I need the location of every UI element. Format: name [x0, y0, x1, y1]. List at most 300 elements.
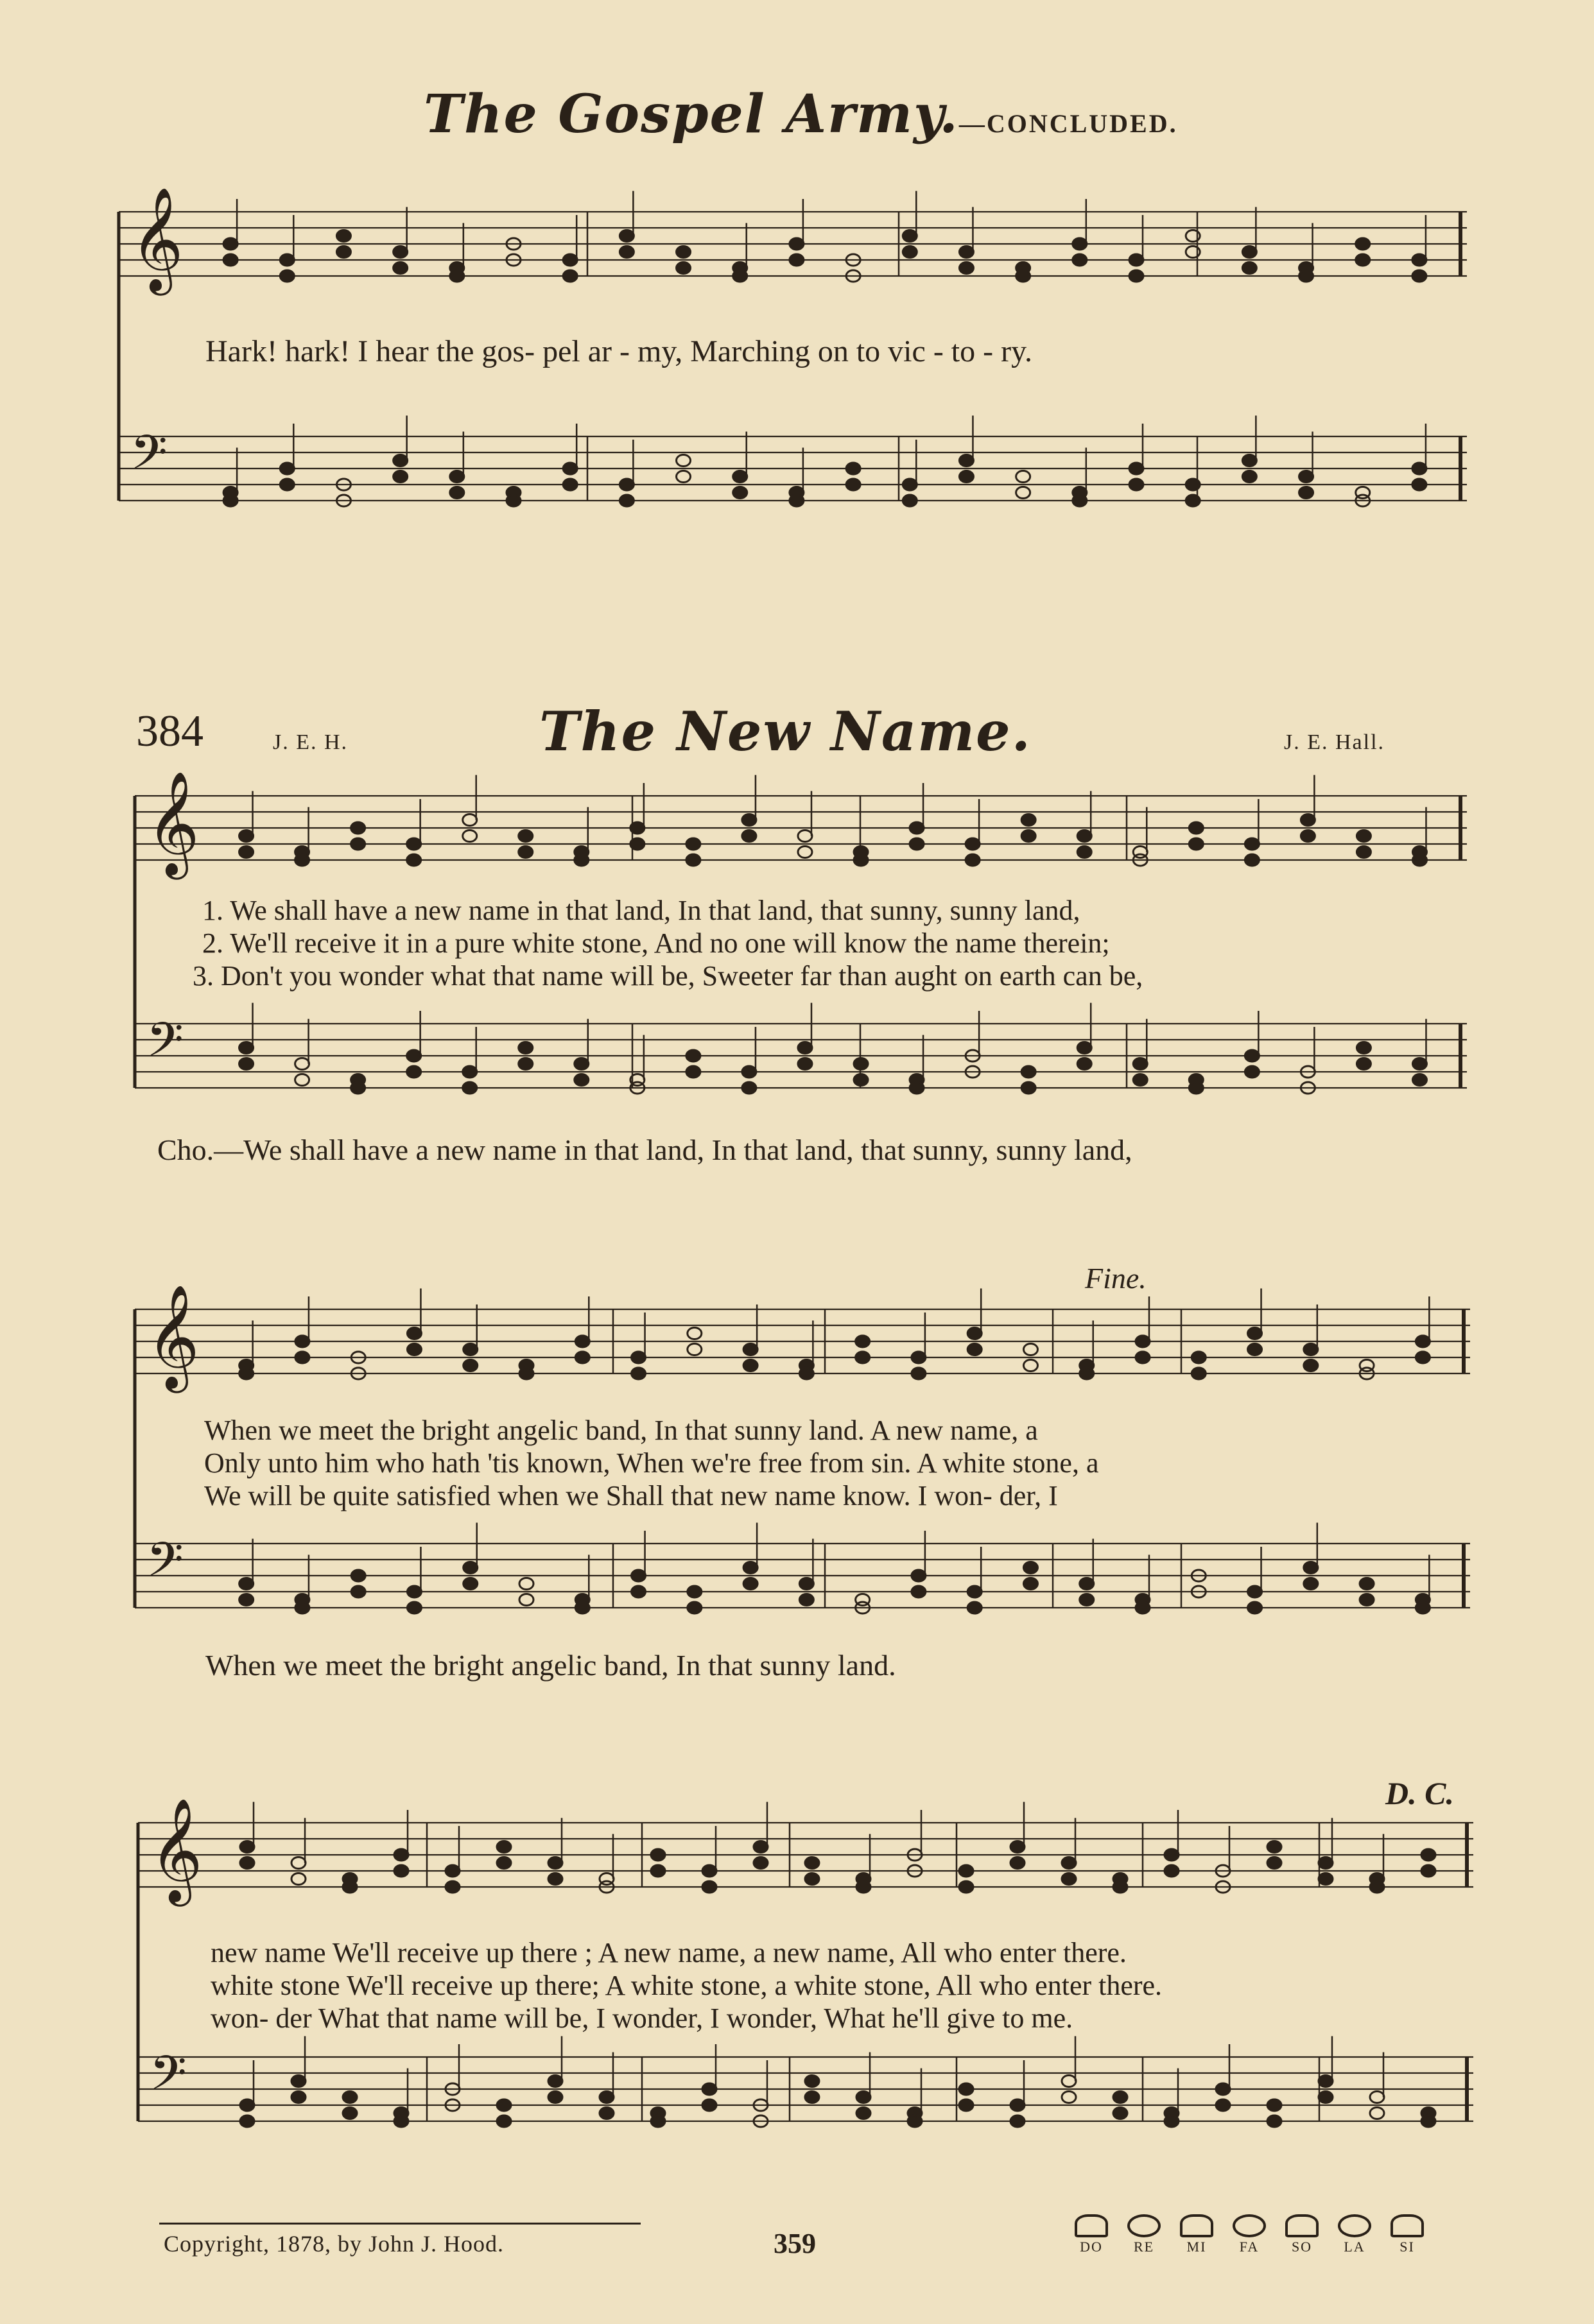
note-head [295, 854, 309, 866]
system3-bass-clef: 𝄢 [150, 2045, 187, 2113]
note-head [1016, 471, 1030, 483]
note-head [702, 2083, 716, 2095]
note-head [805, 1873, 819, 1885]
note-head [743, 1562, 758, 1574]
note-head [743, 1344, 758, 1356]
note-head [291, 1857, 306, 1869]
running-title-text: The Gospel Army. [424, 83, 959, 145]
note-head [1016, 270, 1030, 282]
note-head [1304, 1344, 1318, 1356]
note-head [507, 495, 521, 506]
note-head [239, 831, 254, 842]
note-head [1010, 2099, 1025, 2111]
note-head [295, 1058, 309, 1070]
note-head [686, 854, 700, 866]
note-head [1319, 1857, 1333, 1869]
hymn-composer: J. E. Hall. [1284, 730, 1385, 754]
note-head [1136, 1602, 1150, 1614]
note-head [407, 838, 421, 850]
note-head [677, 471, 691, 483]
note-head [619, 479, 634, 490]
note-head [1245, 854, 1259, 866]
note-head [1165, 1865, 1179, 1877]
solfege-key-item [1224, 2214, 1275, 2255]
system1-verse-3: 3. Don't you wonder what that name will be, Sweeter far than aught on earth can be, [193, 960, 1143, 992]
note-head [1062, 1873, 1076, 1885]
note-head [1267, 1857, 1281, 1869]
hymn-author: J. E. H. [273, 730, 349, 754]
solfege-key-item [1066, 2214, 1117, 2255]
note-head [280, 254, 294, 266]
note-head [1370, 1881, 1384, 1893]
system3-verse-3: won- der What that name will be, I wonder, I wonder, What he'll give to me. [211, 2002, 1073, 2034]
system3-treble-clef: 𝄞 [150, 1798, 203, 1902]
note-head [351, 1082, 365, 1094]
note-head [1165, 2115, 1179, 2127]
note-head [677, 246, 691, 258]
note-head [632, 1368, 646, 1379]
note-head [1129, 479, 1143, 490]
note-head [912, 1586, 926, 1597]
note-head [1301, 831, 1315, 842]
note-head [742, 831, 756, 842]
note-head [1021, 831, 1035, 842]
note-head [280, 270, 294, 282]
note-head [519, 831, 533, 842]
note-head [223, 495, 238, 506]
note-head [351, 1586, 365, 1597]
note-head [1165, 1849, 1179, 1861]
note-head [1062, 1857, 1076, 1869]
system1-treble-clef: 𝄞 [146, 771, 200, 875]
note-head [463, 1360, 478, 1372]
note-head [1077, 847, 1091, 858]
note-head [239, 1368, 254, 1379]
note-head [959, 2099, 973, 2111]
note-head [798, 1058, 812, 1070]
note-head [1360, 1594, 1374, 1606]
note-head [1370, 2092, 1384, 2103]
note-head [1010, 1857, 1025, 1869]
system2-verse-1: When we meet the bright angelic band, In that sunny land. A new name, a [204, 1415, 1038, 1446]
system2-verse-2: Only unto him who hath 'tis known, When we're free from sin. A white stone, a [204, 1447, 1099, 1479]
note-head [632, 1570, 646, 1581]
note-head [239, 1058, 254, 1070]
note-head [846, 479, 860, 490]
note-head [966, 838, 980, 850]
note-head [407, 1586, 421, 1597]
note-head [630, 838, 645, 850]
note-head [959, 1881, 973, 1893]
fine-mark: Fine. [1085, 1262, 1147, 1295]
gospel-army-bass-clef: 𝄢 [130, 425, 168, 492]
note-head [240, 1841, 254, 1853]
note-head [702, 1865, 716, 1877]
note-head [1133, 1058, 1147, 1070]
note-head [1304, 1578, 1318, 1590]
note-head [1113, 1881, 1127, 1893]
note-head [903, 230, 917, 242]
note-head [1248, 1586, 1262, 1597]
note-head [1242, 455, 1256, 467]
note-head [463, 1066, 477, 1078]
note-head [519, 1594, 533, 1606]
note-head [600, 2108, 614, 2119]
note-head [351, 1570, 365, 1581]
note-head [1189, 822, 1203, 834]
note-head [240, 2099, 254, 2111]
note-head [651, 2115, 665, 2127]
note-head [1421, 2115, 1435, 2127]
note-head [702, 1881, 716, 1893]
note-head [575, 1602, 589, 1614]
gospel-army-lyric: Hark! hark! I hear the gos- pel ar - my, Marching on to vic - to - ry. [205, 334, 1032, 368]
note-head [291, 2076, 306, 2087]
note-head [563, 479, 577, 490]
note-head [856, 1881, 871, 1893]
note-head [497, 2099, 511, 2111]
note-head [798, 847, 812, 858]
note-head [240, 2115, 254, 2127]
note-head [1416, 1336, 1430, 1347]
note-head [1023, 1344, 1037, 1356]
solfege-label: RE [1133, 2239, 1155, 2255]
note-head [336, 230, 351, 242]
solfege-shape-icon [1180, 2214, 1213, 2237]
note-head [1299, 270, 1313, 282]
note-head [619, 246, 634, 258]
solfege-shape-icon [1390, 2214, 1424, 2237]
note-head [1416, 1602, 1430, 1614]
note-head [805, 2092, 819, 2103]
system2-treble-clef: 𝄞 [146, 1284, 200, 1389]
note-head [702, 2099, 716, 2111]
note-head [733, 471, 747, 483]
note-head [407, 1050, 421, 1062]
note-head [632, 1352, 646, 1363]
note-head [519, 1058, 533, 1070]
note-head [912, 1352, 926, 1363]
note-head [733, 270, 747, 282]
note-head [1360, 1578, 1374, 1590]
solfege-key-item [1171, 2214, 1222, 2255]
note-head [630, 822, 645, 834]
note-head [450, 487, 464, 499]
note-head [1245, 1050, 1259, 1062]
note-head [343, 1881, 357, 1893]
note-head [619, 230, 634, 242]
note-head [1129, 463, 1143, 474]
note-head [846, 463, 860, 474]
note-head [1304, 1562, 1318, 1574]
note-head [959, 471, 973, 483]
solfege-key-item [1276, 2214, 1328, 2255]
solfege-shape-icon [1075, 2214, 1108, 2237]
system2-chorus: When we meet the bright angelic band, In that sunny land. [205, 1649, 896, 1682]
note-head [519, 847, 533, 858]
note-head [239, 1042, 254, 1054]
note-head [394, 1865, 408, 1877]
note-head [1412, 854, 1426, 866]
note-head [1077, 1058, 1091, 1070]
note-head [677, 455, 691, 467]
note-head [463, 1578, 478, 1590]
note-head [575, 1352, 589, 1363]
note-head [1356, 847, 1371, 858]
note-head [450, 471, 464, 483]
note-head [563, 270, 577, 282]
system1-verse-2: 2. We'll receive it in a pure white stone, And no one will know the name therein; [202, 927, 1110, 959]
note-head [463, 814, 477, 826]
note-head [1356, 1058, 1371, 1070]
note-head [854, 854, 868, 866]
note-head [1299, 471, 1313, 483]
note-head [688, 1586, 702, 1597]
note-head [563, 463, 577, 474]
note-head [910, 822, 924, 834]
running-title-suffix: —CONCLUDED. [958, 109, 1178, 138]
note-head [463, 1562, 478, 1574]
note-head [688, 1344, 702, 1356]
note-head [295, 1352, 309, 1363]
note-head [742, 1082, 756, 1094]
note-head [1242, 471, 1256, 483]
solfege-label: FA [1239, 2239, 1260, 2255]
note-head [1189, 1082, 1203, 1094]
note-head [394, 246, 408, 258]
solfege-shape-icon [1285, 2214, 1319, 2237]
solfege-label: DO [1080, 2239, 1103, 2255]
note-head [394, 471, 408, 483]
note-head [575, 854, 589, 866]
note-head [910, 838, 924, 850]
note-head [407, 1328, 421, 1339]
system3-verse-2: white stone We'll receive up there; A white stone, a white stone, All who enter there. [211, 1970, 1163, 2001]
note-head [799, 1594, 813, 1606]
note-head [600, 2092, 614, 2103]
note-head [1113, 2092, 1127, 2103]
note-head [497, 1841, 511, 1853]
solfege-label: MI [1186, 2239, 1207, 2255]
note-head [1267, 2099, 1281, 2111]
note-head [519, 1578, 533, 1590]
note-head [1021, 1066, 1035, 1078]
note-head [1242, 246, 1256, 258]
system3-verse-1: new name We'll receive up there ; A new name, a new name, All who enter there. [211, 1937, 1127, 1968]
note-head [1073, 254, 1087, 266]
solfege-shape-icon [1233, 2214, 1266, 2237]
note-head [959, 455, 973, 467]
note-head [959, 1865, 973, 1877]
note-head [343, 2092, 357, 2103]
note-head [959, 246, 973, 258]
note-head [856, 1336, 870, 1347]
note-head [291, 1873, 306, 1885]
note-head [688, 1328, 702, 1339]
note-head [1248, 1344, 1262, 1356]
note-head [548, 2092, 562, 2103]
note-head [1242, 263, 1256, 274]
note-head [463, 1344, 478, 1356]
note-head [1080, 1594, 1094, 1606]
hymn-number: 384 [136, 707, 204, 756]
note-head [1186, 479, 1200, 490]
note-head [799, 1368, 813, 1379]
note-head [1010, 1841, 1025, 1853]
note-head [575, 1074, 589, 1086]
note-head [1421, 1849, 1435, 1861]
note-head [1136, 1352, 1150, 1363]
note-head [1216, 2083, 1230, 2095]
note-head [686, 838, 700, 850]
note-head [1412, 463, 1426, 474]
note-head [407, 854, 421, 866]
note-head [733, 487, 747, 499]
note-head [446, 1865, 460, 1877]
note-head [1021, 1082, 1035, 1094]
note-head [903, 479, 917, 490]
note-head [1412, 479, 1426, 490]
note-head [1245, 838, 1259, 850]
note-head [1113, 2108, 1127, 2119]
note-head [548, 1857, 562, 1869]
note-head [1062, 2092, 1076, 2103]
note-head [1370, 2108, 1384, 2119]
note-head [1421, 1865, 1435, 1877]
note-head [856, 1352, 870, 1363]
note-head [407, 1602, 421, 1614]
note-head [351, 838, 365, 850]
note-head [754, 1841, 768, 1853]
note-head [1023, 1562, 1037, 1574]
note-head [223, 238, 238, 250]
note-head [1016, 487, 1030, 499]
note-head [1080, 1368, 1094, 1379]
note-head [966, 854, 980, 866]
system1-chorus: Cho.—We shall have a new name in that land, In that land, that sunny, sunny land, [157, 1133, 1132, 1166]
note-head [463, 831, 477, 842]
solfege-label: SI [1399, 2239, 1415, 2255]
note-head [563, 254, 577, 266]
note-head [619, 495, 634, 506]
note-head [1299, 487, 1313, 499]
note-head [1191, 1352, 1206, 1363]
note-head [1062, 2076, 1076, 2087]
note-head [407, 1066, 421, 1078]
note-head [903, 495, 917, 506]
note-head [394, 263, 408, 274]
system1-bass-clef: 𝄢 [146, 1012, 184, 1080]
note-head [463, 1082, 477, 1094]
note-head [686, 1050, 700, 1062]
note-head [1301, 814, 1315, 826]
note-head [856, 2108, 871, 2119]
note-head [1133, 1074, 1147, 1086]
note-head [1129, 254, 1143, 266]
note-head [1021, 814, 1035, 826]
note-head [1319, 2076, 1333, 2087]
note-head [240, 1857, 254, 1869]
note-head [394, 455, 408, 467]
note-head [967, 1602, 982, 1614]
solfege-label: LA [1344, 2239, 1365, 2255]
note-head [959, 2083, 973, 2095]
note-head [280, 479, 294, 490]
note-head [351, 822, 365, 834]
note-head [407, 1344, 421, 1356]
note-head [677, 263, 691, 274]
note-head [343, 2108, 357, 2119]
note-head [805, 1857, 819, 1869]
note-head [1010, 2115, 1025, 2127]
note-head [912, 1368, 926, 1379]
note-head [903, 246, 917, 258]
solfege-key-item [1329, 2214, 1380, 2255]
note-head [651, 1849, 665, 1861]
note-head [1023, 1578, 1037, 1590]
solfege-key [1066, 2214, 1451, 2259]
note-head [856, 2092, 871, 2103]
note-head [1136, 1336, 1150, 1347]
dc-mark: D. C. [1385, 1775, 1454, 1811]
note-head [446, 1881, 460, 1893]
note-head [967, 1344, 982, 1356]
note-head [743, 1360, 758, 1372]
note-head [1077, 1042, 1091, 1054]
note-head [1023, 1360, 1037, 1372]
note-head [575, 1336, 589, 1347]
note-head [1319, 2092, 1333, 2103]
note-head [798, 831, 812, 842]
note-head [1248, 1328, 1262, 1339]
solfege-shape-icon [1127, 2214, 1161, 2237]
note-head [912, 1570, 926, 1581]
note-head [1267, 2115, 1281, 2127]
note-head [651, 1865, 665, 1877]
note-head [799, 1578, 813, 1590]
note-head [394, 2115, 408, 2127]
note-head [548, 2076, 562, 2087]
note-head [1080, 1578, 1094, 1590]
note-head [295, 1602, 309, 1614]
note-head [548, 1873, 562, 1885]
note-head [1186, 495, 1200, 506]
note-head [519, 1042, 533, 1054]
note-head [280, 463, 294, 474]
note-head [1129, 270, 1143, 282]
note-head [798, 1042, 812, 1054]
note-head [967, 1328, 982, 1339]
note-head [967, 1586, 982, 1597]
note-head [295, 1074, 309, 1086]
note-head [910, 1082, 924, 1094]
system2-verse-3: We will be quite satisfied when we Shall that new name know. I won- der, I [204, 1480, 1058, 1511]
note-head [1248, 1602, 1262, 1614]
note-head [1356, 831, 1371, 842]
note-head [1412, 270, 1426, 282]
note-head [1356, 238, 1370, 250]
note-head [805, 2076, 819, 2087]
note-head [239, 847, 254, 858]
note-head [1073, 495, 1087, 506]
solfege-label: SO [1291, 2239, 1313, 2255]
note-head [497, 1857, 511, 1869]
note-head [394, 1849, 408, 1861]
note-head [1412, 1074, 1426, 1086]
solfege-key-item [1382, 2214, 1433, 2255]
note-head [743, 1578, 758, 1590]
solfege-key-item [1118, 2214, 1170, 2255]
